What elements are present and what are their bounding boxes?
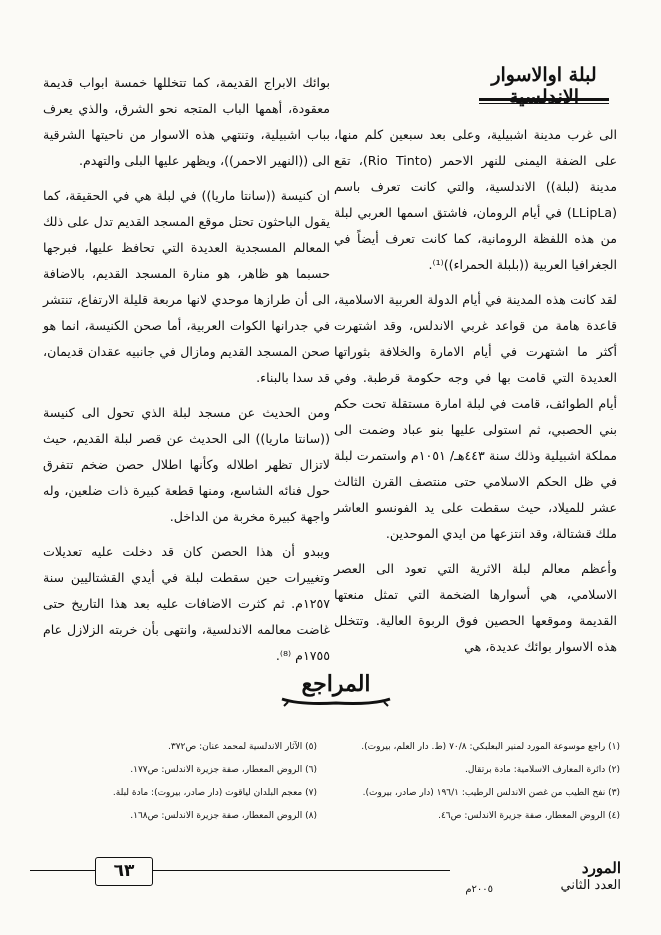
page-number: ٦٣	[95, 857, 153, 886]
reference-item: (٦) الروض المعطار، صفة جزيرة الاندلس: ص١٧٧.	[130, 765, 317, 775]
reference-item: (٢) دائرة المعارف الاسلامية: مادة برتقال.	[465, 765, 620, 775]
paragraph: بوائك الابراج القديمة، كما تتخللها خمسة ابواب قديمة معقودة، أهمها الباب المتجه نحو الشرق، والذي يعرف بباب اشبيلية، وتنتهي هذه الاسوار من ناحيتها الشرقية الى ((النهير الاحمر))، ويظهر عليها البلى والتهدم.	[43, 75, 330, 168]
references-heading: المراجع	[301, 671, 371, 697]
journal-name: المورد	[581, 859, 621, 877]
reference-item: (١) راجع موسوعة المورد لمنير البعلبكي: ٧٠/٨ (ط. دار العلم، بيروت).	[361, 742, 620, 752]
reference-item: (٧) معجم البلدان لياقوت (دار صادر، بيروت): مادة لبلة.	[112, 788, 317, 798]
references-list-right	[335, 736, 620, 828]
reference-item: (٤) الروض المعطار، صفة جزيرة الاندلس: ص٤٦.	[438, 811, 620, 821]
paragraph: ومن الحديث عن مسجد لبلة الذي تحول الى كنيسة ((سانتا ماريا)) الى الحديث عن قصر لبلة القديم، حيث لاتزال تظهر اطلاله وكأنها اطلال حصن ضخم تتفرق حول فنائه الشاسع، ومنها قطعة كبيرة ذات ضلعين، وله واجهة كبيرة مخربة من الداخل.	[43, 405, 330, 524]
article-title-block	[479, 64, 609, 108]
paragraph: ان كنيسة ((سانتا ماريا)) في لبلة هي في الحقيقة، كما يقول الباحثون تحتل موقع المسجد القديم تدل على ذلك المعالم المسجدية العديدة التي تحافظ عليها، فبرجها حسبما هو ظاهر، هو منارة المسجد القديم، بالاضافة الى أن طرازها موحدي لانها مربعة قليلة الارتفاع، تنتشر في جدرانها الكوات العربية، أما صحن الكنيسة، انما هو صحن المسجد القديم ومازال في جانبيه عقدان قديمان، قد سدا بالبناء.	[43, 188, 330, 385]
paragraph: وأعظم معالم لبلة الاثرية التي تعود الى العصر الاسلامي، هي أسوارها الضخمة التي تمثل منعتها القديمة وموقعها الحصين فوق الربوة العالية. وتتخلل هذه الاسوار بوائك عديدة، هي	[334, 561, 617, 654]
title-underline	[479, 98, 609, 101]
text-column-left	[43, 70, 330, 678]
paragraph: لقد كانت هذه المدينة في أيام الدولة العربية الاسلامية، قاعدة هامة من قواعد غربي الاندلس، وقد اشتهرت أكثر ما اشتهرت في أيام الامارة والخلافة بثوراتها العديدة التي قامت بها في وجه حكومة قرطبة. وفي أيام الطوائف، قامت في لبلة امارة مستقلة تحت حكم بني الحصبي، ثم استولى عليها بنو عباد وضمت الى مملكة اشبيلية وذلك سنة ٤٤٣هـ/ ١٠٥١م واستمرت لبلة في ظل الحكم الاسلامي حتى منتصف القرن الثالث عشر للميلاد، حيث سقطت على يد الفونسو العاشر ملك قشتالة، وقد انتزعها من ايدي الموحدين.	[334, 292, 617, 541]
references-heading-block	[280, 669, 392, 707]
paragraph: الى غرب مدينة اشبيلية، وعلى بعد سبعين كلم منها، على الضفة اليمنى للنهر الاحمر (Rio Tinto)، تقع مدينة (لبلة)) الاندلسية، والتي كانت تعرف باسم (LLipLa) في أيام الرومان، فاشتق اسمها العربي لبلة من هذه اللفظة الرومانية، كما كانت تعرف أيضاً في الجغرافيا العربية ((بلبلة الحمراء))⁽¹⁾.	[334, 127, 618, 272]
references-list-left	[33, 736, 317, 828]
paragraph: ويبدو أن هذا الحصن كان قد دخلت عليه تعديلات وتغييرات حين سقطت لبلة في أيدي القشتاليين سنة ١٢٥٧م. ثم كثرت الاضافات عليه بعد هذا التاريخ حتى غاضت معالمه الاندلسية، وانتهى بأن خربته الزلازل عام ١٧٥٥م ⁽⁸⁾.	[43, 544, 330, 663]
footer-rule	[30, 870, 450, 871]
reference-item: (٥) الآثار الاندلسية لمحمد عنان: ص٣٧٢.	[168, 742, 317, 752]
reference-item: (٨) الروض المعطار، صفة جزيرة الاندلس: ص١٦٨.	[130, 811, 317, 821]
journal-name-block	[501, 860, 621, 894]
reference-item: (٣) نفح الطيب من غصن الاندلس الرطيب: ١٩٦/١ (دار صادر، بيروت).	[362, 788, 620, 798]
text-column-right	[334, 122, 617, 669]
issue-label: العدد الثاني	[560, 878, 621, 893]
article-title: لبلة اوالاسوار الاندلسية	[491, 64, 597, 108]
issue-year: ٢٠٠٥م	[465, 884, 493, 895]
